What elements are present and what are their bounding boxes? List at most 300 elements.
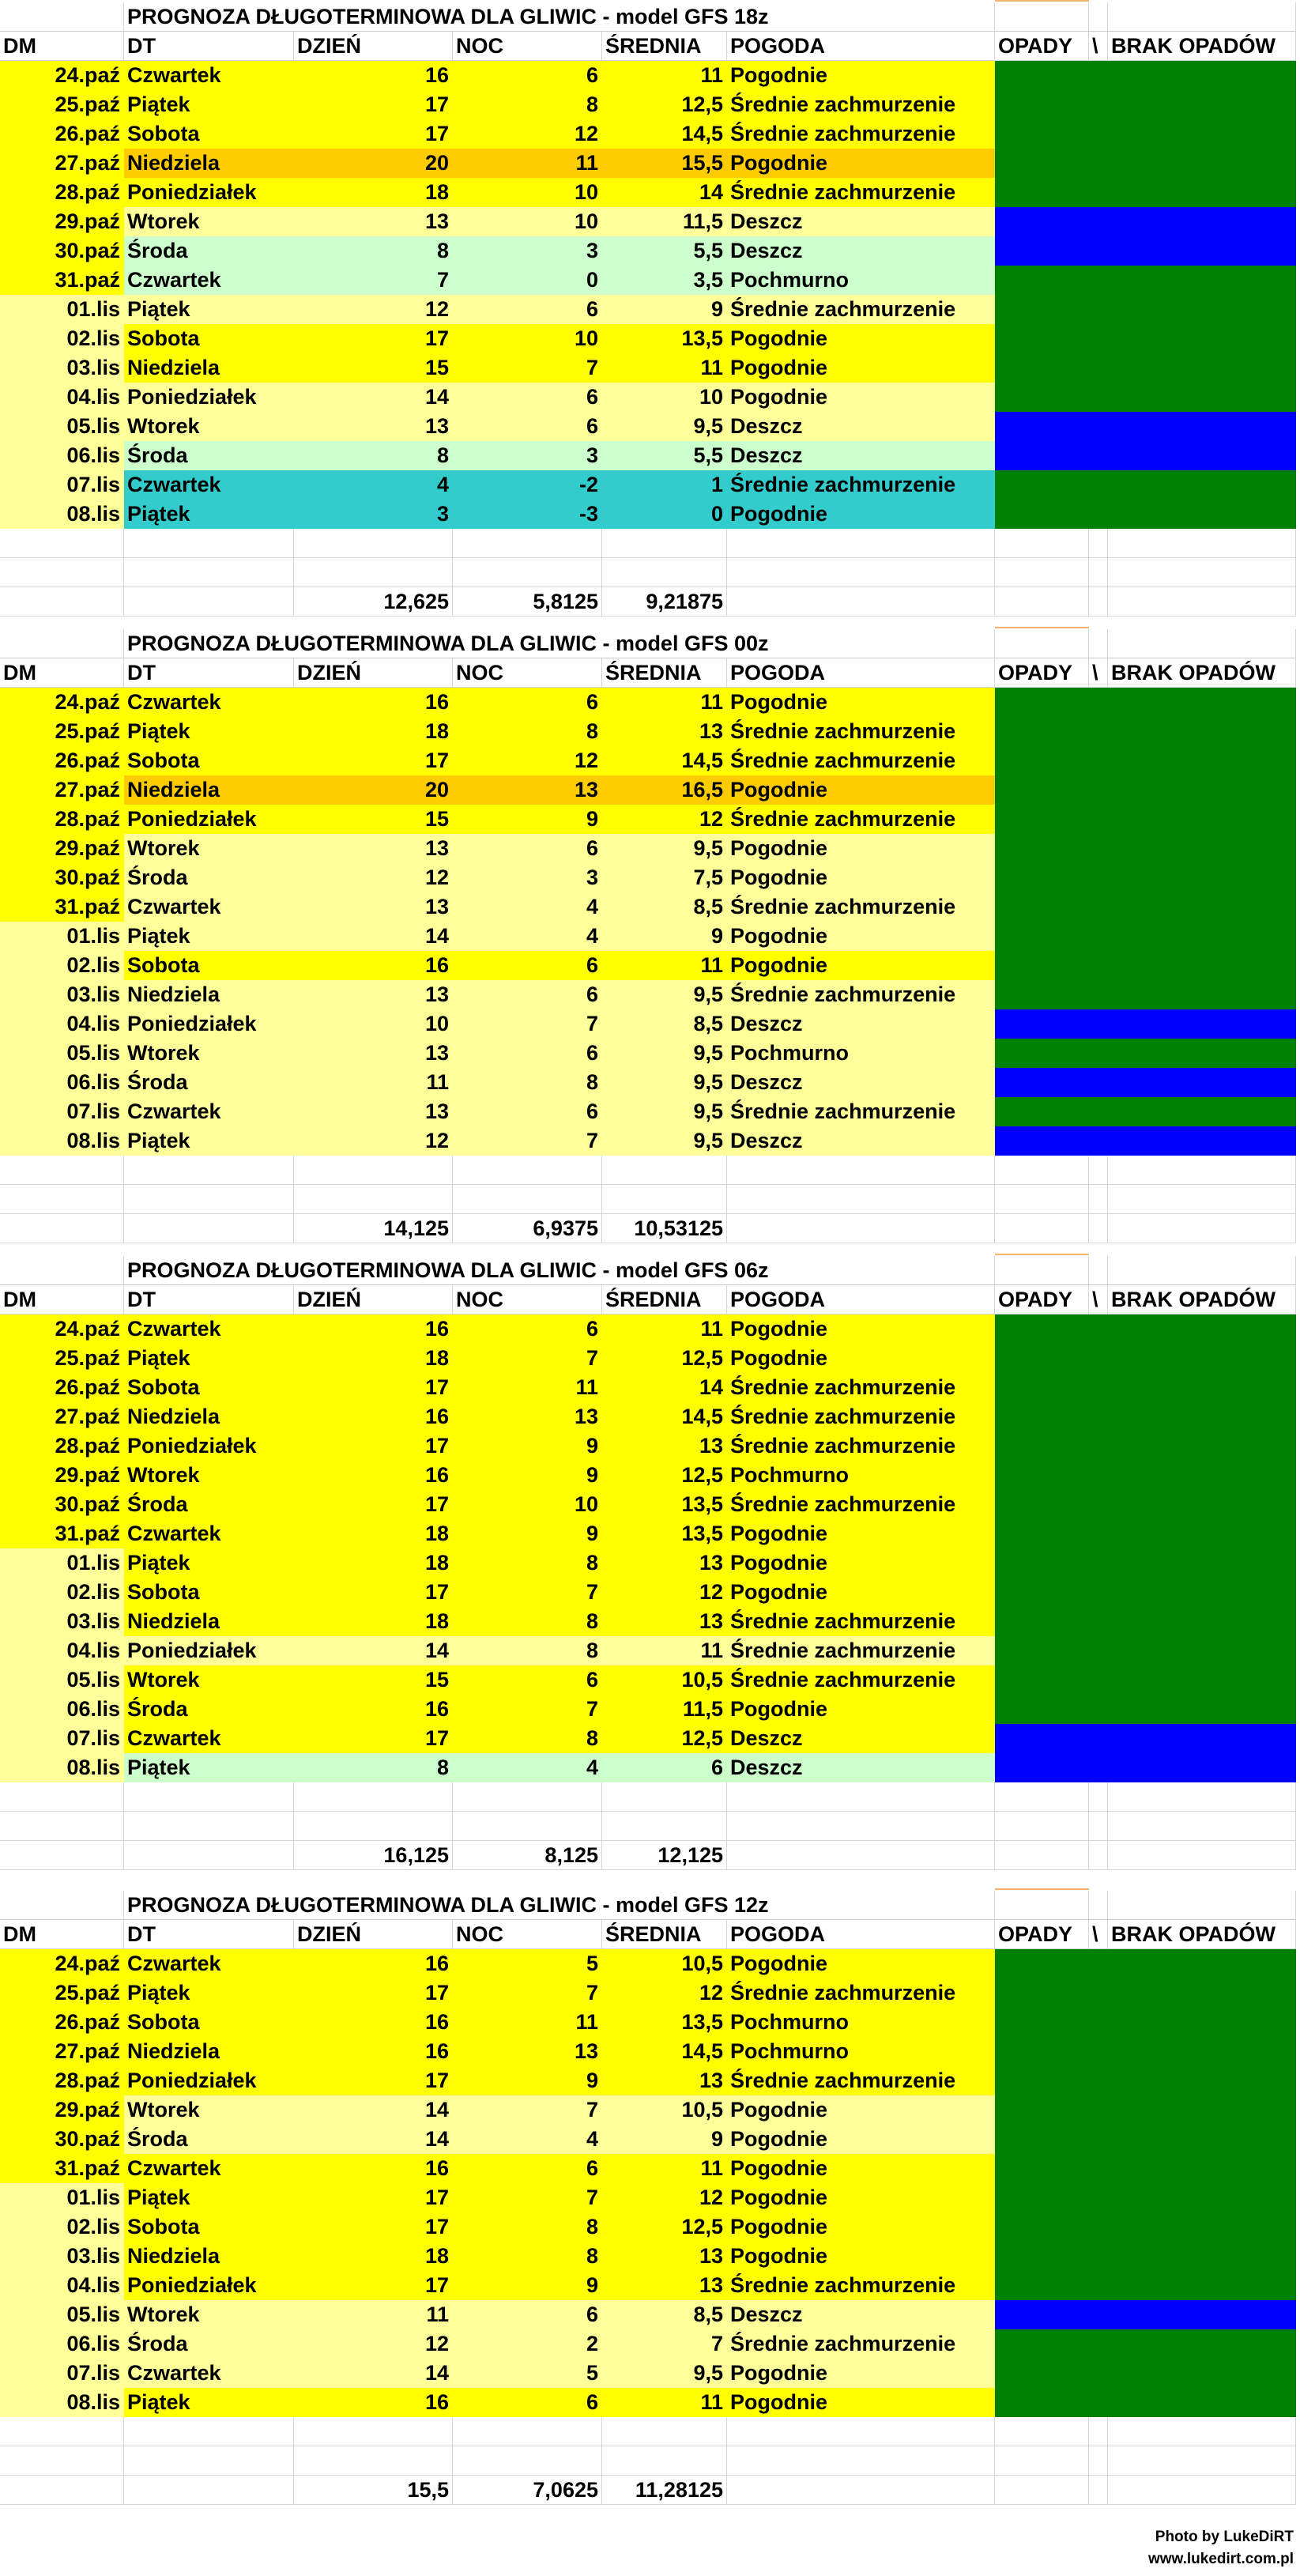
date-cell[interactable]: 05.lis	[0, 2300, 124, 2329]
day-temp-cell[interactable]: 13	[294, 412, 453, 441]
night-temp-cell[interactable]: 7	[453, 2095, 602, 2125]
weather-cell[interactable]: Pochmurno	[727, 266, 995, 295]
night-temp-cell[interactable]: 7	[453, 1344, 602, 1373]
weekday-cell[interactable]: Sobota	[124, 1578, 294, 1607]
empty-cell[interactable]	[453, 558, 602, 587]
avg-temp-cell[interactable]: 9	[602, 295, 727, 324]
header-opady[interactable]: OPADY	[995, 32, 1089, 61]
empty-cell[interactable]	[0, 1256, 124, 1285]
empty-cell[interactable]	[0, 2417, 124, 2446]
precipitation-indicator-dry[interactable]	[995, 2359, 1296, 2388]
night-temp-cell[interactable]: 11	[453, 2008, 602, 2037]
weather-cell[interactable]: Pogodnie	[727, 1548, 995, 1578]
date-cell[interactable]: 25.paź	[0, 717, 124, 746]
night-temp-cell[interactable]: 6	[453, 1039, 602, 1068]
precipitation-indicator-rain[interactable]	[995, 1753, 1296, 1782]
weather-cell[interactable]: Pogodnie	[727, 951, 995, 980]
weather-cell[interactable]: Pogodnie	[727, 383, 995, 412]
night-temp-cell[interactable]: 8	[453, 2242, 602, 2271]
day-temp-cell[interactable]: 17	[294, 1490, 453, 1519]
day-temp-cell[interactable]: 16	[294, 1402, 453, 1431]
weekday-cell[interactable]: Piątek	[124, 90, 294, 119]
date-cell[interactable]: 06.lis	[0, 1695, 124, 1724]
weather-cell[interactable]: Pogodnie	[727, 2154, 995, 2183]
day-temp-cell[interactable]: 13	[294, 892, 453, 922]
weekday-cell[interactable]: Piątek	[124, 922, 294, 951]
empty-cell[interactable]	[1108, 1782, 1296, 1812]
day-temp-cell[interactable]: 17	[294, 2212, 453, 2242]
date-cell[interactable]: 27.paź	[0, 775, 124, 805]
precipitation-indicator-rain[interactable]	[995, 2300, 1296, 2329]
header-dt[interactable]: DT	[124, 1920, 294, 1949]
date-cell[interactable]: 30.paź	[0, 236, 124, 266]
day-temp-cell[interactable]: 4	[294, 470, 453, 500]
weekday-cell[interactable]: Czwartek	[124, 2154, 294, 2183]
weekday-cell[interactable]: Piątek	[124, 2183, 294, 2212]
weather-cell[interactable]: Pogodnie	[727, 1344, 995, 1373]
avg-temp-cell[interactable]: 11	[602, 688, 727, 717]
empty-cell[interactable]	[1089, 1156, 1108, 1185]
empty-cell[interactable]	[124, 1185, 294, 1214]
night-temp-cell[interactable]: 9	[453, 1431, 602, 1461]
date-cell[interactable]: 24.paź	[0, 1314, 124, 1344]
header-brak-opadow[interactable]: BRAK OPADÓW	[1108, 32, 1296, 61]
empty-cell[interactable]	[727, 558, 995, 587]
night-temp-cell[interactable]: 10	[453, 324, 602, 353]
date-cell[interactable]: 06.lis	[0, 2329, 124, 2359]
empty-cell[interactable]	[995, 529, 1089, 558]
header-dm[interactable]: DM	[0, 658, 124, 688]
empty-cell[interactable]	[453, 1812, 602, 1841]
day-temp-cell[interactable]: 10	[294, 1009, 453, 1039]
weather-cell[interactable]: Pogodnie	[727, 1949, 995, 1978]
night-temp-cell[interactable]: 13	[453, 2037, 602, 2066]
avg-temp-cell[interactable]: 13,5	[602, 1519, 727, 1548]
empty-cell[interactable]	[1089, 1841, 1108, 1870]
weekday-cell[interactable]: Piątek	[124, 1344, 294, 1373]
night-temp-cell[interactable]: 6	[453, 951, 602, 980]
precipitation-indicator-dry[interactable]	[995, 863, 1296, 892]
avg-temp-cell[interactable]: 12	[602, 1978, 727, 2008]
weekday-cell[interactable]: Środa	[124, 1068, 294, 1097]
weekday-cell[interactable]: Sobota	[124, 2212, 294, 2242]
night-temp-cell[interactable]: 7	[453, 1978, 602, 2008]
avg-temp-cell[interactable]: 14	[602, 178, 727, 207]
avg-mean-temp[interactable]: 10,53125	[602, 1214, 727, 1243]
weekday-cell[interactable]: Środa	[124, 2329, 294, 2359]
avg-temp-cell[interactable]: 11,5	[602, 207, 727, 236]
weekday-cell[interactable]: Środa	[124, 236, 294, 266]
avg-temp-cell[interactable]: 13,5	[602, 2008, 727, 2037]
weekday-cell[interactable]: Poniedziałek	[124, 805, 294, 834]
night-temp-cell[interactable]: 6	[453, 1314, 602, 1344]
night-temp-cell[interactable]: 5	[453, 2359, 602, 2388]
empty-cell[interactable]	[727, 2476, 995, 2505]
empty-cell[interactable]	[0, 1782, 124, 1812]
empty-cell[interactable]	[124, 558, 294, 587]
night-temp-cell[interactable]: 10	[453, 178, 602, 207]
precipitation-indicator-dry[interactable]	[995, 2154, 1296, 2183]
day-temp-cell[interactable]: 15	[294, 353, 453, 383]
weather-cell[interactable]: Pogodnie	[727, 2095, 995, 2125]
empty-cell[interactable]	[995, 558, 1089, 587]
day-temp-cell[interactable]: 18	[294, 1344, 453, 1373]
avg-temp-cell[interactable]: 12,5	[602, 1461, 727, 1490]
empty-cell[interactable]	[294, 1812, 453, 1841]
avg-temp-cell[interactable]: 11	[602, 61, 727, 90]
day-temp-cell[interactable]: 12	[294, 863, 453, 892]
date-cell[interactable]: 24.paź	[0, 688, 124, 717]
night-temp-cell[interactable]: 13	[453, 775, 602, 805]
empty-cell[interactable]	[294, 2417, 453, 2446]
precipitation-indicator-dry[interactable]	[995, 1578, 1296, 1607]
header-brak-opadow[interactable]: BRAK OPADÓW	[1108, 658, 1296, 688]
avg-temp-cell[interactable]: 12,5	[602, 2212, 727, 2242]
empty-cell[interactable]	[0, 2446, 124, 2476]
day-temp-cell[interactable]: 17	[294, 324, 453, 353]
weather-cell[interactable]: Średnie zachmurzenie	[727, 90, 995, 119]
empty-cell[interactable]	[995, 1812, 1089, 1841]
date-cell[interactable]: 08.lis	[0, 1126, 124, 1156]
night-temp-cell[interactable]: 7	[453, 2183, 602, 2212]
avg-temp-cell[interactable]: 10,5	[602, 1665, 727, 1695]
empty-cell[interactable]	[0, 2, 124, 32]
weekday-cell[interactable]: Czwartek	[124, 2359, 294, 2388]
precipitation-indicator-dry[interactable]	[995, 980, 1296, 1009]
night-temp-cell[interactable]: 6	[453, 2388, 602, 2417]
date-cell[interactable]: 06.lis	[0, 441, 124, 470]
empty-cell[interactable]	[1089, 629, 1108, 658]
weekday-cell[interactable]: Sobota	[124, 2008, 294, 2037]
empty-cell[interactable]	[602, 1156, 727, 1185]
night-temp-cell[interactable]: 8	[453, 90, 602, 119]
day-temp-cell[interactable]: 17	[294, 2066, 453, 2095]
precipitation-indicator-dry[interactable]	[995, 775, 1296, 805]
empty-cell[interactable]	[1108, 1156, 1296, 1185]
night-temp-cell[interactable]: 4	[453, 2125, 602, 2154]
header-dm[interactable]: DM	[0, 1920, 124, 1949]
empty-cell[interactable]	[1108, 1214, 1296, 1243]
empty-cell[interactable]	[124, 2446, 294, 2476]
day-temp-cell[interactable]: 16	[294, 1695, 453, 1724]
weekday-cell[interactable]: Środa	[124, 863, 294, 892]
header-pogoda[interactable]: POGODA	[727, 1285, 995, 1314]
date-cell[interactable]: 02.lis	[0, 1578, 124, 1607]
date-cell[interactable]: 03.lis	[0, 980, 124, 1009]
day-temp-cell[interactable]: 14	[294, 1636, 453, 1665]
date-cell[interactable]: 27.paź	[0, 149, 124, 178]
night-temp-cell[interactable]: 8	[453, 1724, 602, 1753]
empty-cell[interactable]	[1089, 1256, 1108, 1285]
precipitation-indicator-rain[interactable]	[995, 236, 1296, 266]
empty-cell[interactable]	[1108, 1841, 1296, 1870]
empty-cell[interactable]	[602, 1185, 727, 1214]
avg-temp-cell[interactable]: 10	[602, 383, 727, 412]
precipitation-indicator-rain[interactable]	[995, 1126, 1296, 1156]
date-cell[interactable]: 27.paź	[0, 2037, 124, 2066]
weekday-cell[interactable]: Piątek	[124, 717, 294, 746]
header-dzien[interactable]: DZIEŃ	[294, 1285, 453, 1314]
header-dm[interactable]: DM	[0, 32, 124, 61]
header-dm[interactable]: DM	[0, 1285, 124, 1314]
avg-temp-cell[interactable]: 9,5	[602, 2359, 727, 2388]
day-temp-cell[interactable]: 18	[294, 717, 453, 746]
header-opady[interactable]: OPADY	[995, 1920, 1089, 1949]
weather-cell[interactable]: Pogodnie	[727, 2212, 995, 2242]
header-pogoda[interactable]: POGODA	[727, 32, 995, 61]
empty-cell[interactable]	[1108, 558, 1296, 587]
empty-cell[interactable]	[0, 629, 124, 658]
avg-temp-cell[interactable]: 12,5	[602, 1724, 727, 1753]
empty-cell[interactable]	[1089, 587, 1108, 617]
precipitation-indicator-dry[interactable]	[995, 2329, 1296, 2359]
date-cell[interactable]: 04.lis	[0, 1009, 124, 1039]
precipitation-indicator-dry[interactable]	[995, 1314, 1296, 1344]
avg-night-temp[interactable]: 5,8125	[453, 587, 602, 617]
date-cell[interactable]: 06.lis	[0, 1068, 124, 1097]
precipitation-indicator-dry[interactable]	[995, 500, 1296, 529]
avg-temp-cell[interactable]: 13	[602, 717, 727, 746]
weather-cell[interactable]: Średnie zachmurzenie	[727, 2066, 995, 2095]
weather-cell[interactable]: Pogodnie	[727, 922, 995, 951]
day-temp-cell[interactable]: 17	[294, 1978, 453, 2008]
precipitation-indicator-dry[interactable]	[995, 2388, 1296, 2417]
weekday-cell[interactable]: Wtorek	[124, 1665, 294, 1695]
weekday-cell[interactable]: Niedziela	[124, 980, 294, 1009]
empty-cell[interactable]	[727, 587, 995, 617]
avg-temp-cell[interactable]: 5,5	[602, 236, 727, 266]
title-cell[interactable]	[124, 629, 995, 658]
avg-temp-cell[interactable]: 10,5	[602, 2095, 727, 2125]
empty-cell[interactable]	[124, 1214, 294, 1243]
avg-mean-temp[interactable]: 11,28125	[602, 2476, 727, 2505]
weekday-cell[interactable]: Czwartek	[124, 470, 294, 500]
avg-temp-cell[interactable]: 9,5	[602, 1126, 727, 1156]
empty-cell[interactable]	[453, 1185, 602, 1214]
weather-cell[interactable]: Pogodnie	[727, 834, 995, 863]
avg-temp-cell[interactable]: 15,5	[602, 149, 727, 178]
precipitation-indicator-dry[interactable]	[995, 470, 1296, 500]
empty-cell[interactable]	[727, 529, 995, 558]
night-temp-cell[interactable]: 0	[453, 266, 602, 295]
day-temp-cell[interactable]: 18	[294, 178, 453, 207]
weekday-cell[interactable]: Piątek	[124, 2388, 294, 2417]
weather-cell[interactable]: Średnie zachmurzenie	[727, 2271, 995, 2300]
precipitation-indicator-dry[interactable]	[995, 61, 1296, 90]
weather-cell[interactable]: Pogodnie	[727, 1578, 995, 1607]
avg-temp-cell[interactable]: 7,5	[602, 863, 727, 892]
avg-temp-cell[interactable]: 0	[602, 500, 727, 529]
weekday-cell[interactable]: Sobota	[124, 951, 294, 980]
date-cell[interactable]: 03.lis	[0, 2242, 124, 2271]
weather-cell[interactable]: Deszcz	[727, 412, 995, 441]
date-cell[interactable]: 29.paź	[0, 1461, 124, 1490]
date-cell[interactable]: 30.paź	[0, 2125, 124, 2154]
night-temp-cell[interactable]: 5	[453, 1949, 602, 1978]
day-temp-cell[interactable]: 12	[294, 295, 453, 324]
avg-temp-cell[interactable]: 9,5	[602, 1068, 727, 1097]
day-temp-cell[interactable]: 16	[294, 951, 453, 980]
avg-temp-cell[interactable]: 14,5	[602, 2037, 727, 2066]
empty-cell[interactable]	[602, 2417, 727, 2446]
day-temp-cell[interactable]: 8	[294, 1753, 453, 1782]
empty-cell[interactable]	[294, 1782, 453, 1812]
date-cell[interactable]: 28.paź	[0, 805, 124, 834]
night-temp-cell[interactable]: 3	[453, 441, 602, 470]
precipitation-indicator-dry[interactable]	[995, 2037, 1296, 2066]
night-temp-cell[interactable]: 7	[453, 1009, 602, 1039]
avg-temp-cell[interactable]: 13	[602, 2242, 727, 2271]
avg-temp-cell[interactable]: 3,5	[602, 266, 727, 295]
header-separator[interactable]: \	[1089, 32, 1108, 61]
night-temp-cell[interactable]: 7	[453, 1126, 602, 1156]
day-temp-cell[interactable]: 12	[294, 2329, 453, 2359]
night-temp-cell[interactable]: -3	[453, 500, 602, 529]
night-temp-cell[interactable]: 6	[453, 980, 602, 1009]
date-cell[interactable]: 01.lis	[0, 922, 124, 951]
weather-cell[interactable]: Deszcz	[727, 2300, 995, 2329]
night-temp-cell[interactable]: 6	[453, 383, 602, 412]
night-temp-cell[interactable]: 6	[453, 412, 602, 441]
weekday-cell[interactable]: Piątek	[124, 1548, 294, 1578]
day-temp-cell[interactable]: 16	[294, 2008, 453, 2037]
weather-cell[interactable]: Pochmurno	[727, 2037, 995, 2066]
date-cell[interactable]: 31.paź	[0, 892, 124, 922]
night-temp-cell[interactable]: 4	[453, 922, 602, 951]
weekday-cell[interactable]: Sobota	[124, 119, 294, 149]
header-srednia[interactable]: ŚREDNIA	[602, 1285, 727, 1314]
night-temp-cell[interactable]: 9	[453, 1519, 602, 1548]
date-cell[interactable]: 07.lis	[0, 470, 124, 500]
precipitation-indicator-dry[interactable]	[995, 324, 1296, 353]
header-brak-opadow[interactable]: BRAK OPADÓW	[1108, 1920, 1296, 1949]
weather-cell[interactable]: Deszcz	[727, 236, 995, 266]
empty-cell[interactable]	[995, 2, 1089, 32]
night-temp-cell[interactable]: 6	[453, 834, 602, 863]
weekday-cell[interactable]: Poniedziałek	[124, 1636, 294, 1665]
empty-cell[interactable]	[1089, 1812, 1108, 1841]
empty-cell[interactable]	[294, 1156, 453, 1185]
weekday-cell[interactable]: Wtorek	[124, 2095, 294, 2125]
precipitation-indicator-dry[interactable]	[995, 149, 1296, 178]
header-noc[interactable]: NOC	[453, 32, 602, 61]
empty-cell[interactable]	[995, 629, 1089, 658]
night-temp-cell[interactable]: 11	[453, 1373, 602, 1402]
weekday-cell[interactable]: Wtorek	[124, 207, 294, 236]
weather-cell[interactable]: Pogodnie	[727, 688, 995, 717]
date-cell[interactable]: 02.lis	[0, 951, 124, 980]
night-temp-cell[interactable]: 3	[453, 863, 602, 892]
night-temp-cell[interactable]: 7	[453, 1695, 602, 1724]
avg-temp-cell[interactable]: 11	[602, 2388, 727, 2417]
empty-cell[interactable]	[124, 1812, 294, 1841]
avg-temp-cell[interactable]: 13	[602, 2271, 727, 2300]
empty-cell[interactable]	[294, 1185, 453, 1214]
night-temp-cell[interactable]: 9	[453, 2066, 602, 2095]
empty-cell[interactable]	[1108, 529, 1296, 558]
night-temp-cell[interactable]: 6	[453, 61, 602, 90]
precipitation-indicator-dry[interactable]	[995, 1402, 1296, 1431]
weather-cell[interactable]: Średnie zachmurzenie	[727, 2329, 995, 2359]
empty-cell[interactable]	[453, 529, 602, 558]
header-pogoda[interactable]: POGODA	[727, 1920, 995, 1949]
date-cell[interactable]: 07.lis	[0, 1097, 124, 1126]
header-dzien[interactable]: DZIEŃ	[294, 1920, 453, 1949]
empty-cell[interactable]	[995, 1782, 1089, 1812]
night-temp-cell[interactable]: 8	[453, 1607, 602, 1636]
avg-temp-cell[interactable]: 5,5	[602, 441, 727, 470]
empty-cell[interactable]	[1108, 1256, 1296, 1285]
avg-temp-cell[interactable]: 9,5	[602, 1097, 727, 1126]
weather-cell[interactable]: Średnie zachmurzenie	[727, 892, 995, 922]
weather-cell[interactable]: Deszcz	[727, 441, 995, 470]
header-dt[interactable]: DT	[124, 658, 294, 688]
empty-cell[interactable]	[995, 1256, 1089, 1285]
avg-temp-cell[interactable]: 14,5	[602, 1402, 727, 1431]
empty-cell[interactable]	[727, 1812, 995, 1841]
weekday-cell[interactable]: Czwartek	[124, 1724, 294, 1753]
weather-cell[interactable]: Pochmurno	[727, 1039, 995, 1068]
precipitation-indicator-dry[interactable]	[995, 951, 1296, 980]
avg-temp-cell[interactable]: 14,5	[602, 746, 727, 775]
date-cell[interactable]: 30.paź	[0, 863, 124, 892]
header-dzien[interactable]: DZIEŃ	[294, 32, 453, 61]
date-cell[interactable]: 27.paź	[0, 1402, 124, 1431]
weather-cell[interactable]: Deszcz	[727, 1753, 995, 1782]
date-cell[interactable]: 28.paź	[0, 2066, 124, 2095]
avg-day-temp[interactable]: 16,125	[294, 1841, 453, 1870]
weekday-cell[interactable]: Poniedziałek	[124, 2271, 294, 2300]
header-srednia[interactable]: ŚREDNIA	[602, 1920, 727, 1949]
title-cell[interactable]	[124, 1891, 995, 1920]
precipitation-indicator-dry[interactable]	[995, 90, 1296, 119]
night-temp-cell[interactable]: 8	[453, 717, 602, 746]
weekday-cell[interactable]: Niedziela	[124, 2037, 294, 2066]
precipitation-indicator-dry[interactable]	[995, 805, 1296, 834]
weather-cell[interactable]: Pogodnie	[727, 324, 995, 353]
day-temp-cell[interactable]: 18	[294, 1607, 453, 1636]
weather-cell[interactable]: Pogodnie	[727, 500, 995, 529]
empty-cell[interactable]	[727, 1214, 995, 1243]
weekday-cell[interactable]: Czwartek	[124, 688, 294, 717]
weekday-cell[interactable]: Wtorek	[124, 412, 294, 441]
header-opady[interactable]: OPADY	[995, 1285, 1089, 1314]
day-temp-cell[interactable]: 14	[294, 2125, 453, 2154]
weather-cell[interactable]: Pogodnie	[727, 149, 995, 178]
day-temp-cell[interactable]: 17	[294, 2271, 453, 2300]
night-temp-cell[interactable]: 9	[453, 1461, 602, 1490]
date-cell[interactable]: 03.lis	[0, 1607, 124, 1636]
date-cell[interactable]: 28.paź	[0, 1431, 124, 1461]
day-temp-cell[interactable]: 17	[294, 1724, 453, 1753]
day-temp-cell[interactable]: 17	[294, 2183, 453, 2212]
weather-cell[interactable]: Pogodnie	[727, 353, 995, 383]
day-temp-cell[interactable]: 7	[294, 266, 453, 295]
empty-cell[interactable]	[995, 1156, 1089, 1185]
weekday-cell[interactable]: Piątek	[124, 1978, 294, 2008]
day-temp-cell[interactable]: 14	[294, 383, 453, 412]
date-cell[interactable]: 08.lis	[0, 1753, 124, 1782]
date-cell[interactable]: 31.paź	[0, 266, 124, 295]
empty-cell[interactable]	[727, 2446, 995, 2476]
day-temp-cell[interactable]: 17	[294, 1373, 453, 1402]
avg-temp-cell[interactable]: 14,5	[602, 119, 727, 149]
weekday-cell[interactable]: Sobota	[124, 746, 294, 775]
precipitation-indicator-dry[interactable]	[995, 1461, 1296, 1490]
precipitation-indicator-dry[interactable]	[995, 688, 1296, 717]
avg-mean-temp[interactable]: 9,21875	[602, 587, 727, 617]
night-temp-cell[interactable]: 8	[453, 2212, 602, 2242]
